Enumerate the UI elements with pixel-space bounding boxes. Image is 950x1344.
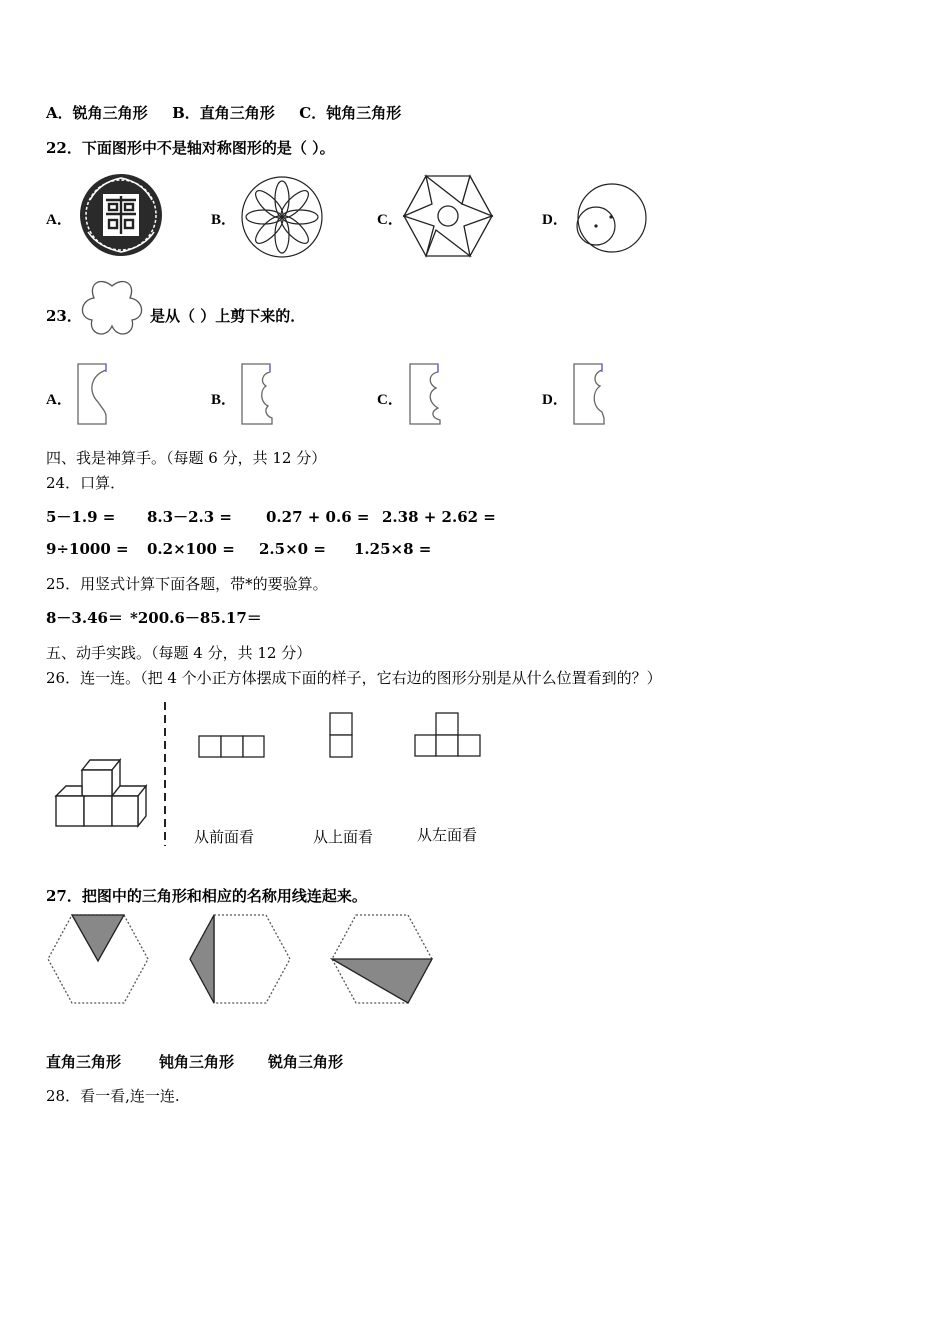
q27-name-obtuse: 钝角三角形 bbox=[159, 1053, 235, 1071]
folded-paper-b-icon bbox=[240, 362, 276, 426]
q24-row2-item2: 0.2×100 = bbox=[147, 540, 235, 558]
q23-number: 23． bbox=[46, 307, 82, 325]
section4-title: 四、我是神算手。（每题 6 分，共 12 分） bbox=[46, 449, 327, 467]
folded-paper-a-icon bbox=[76, 362, 108, 426]
dashed-divider bbox=[162, 702, 168, 846]
q23-label-c: C． bbox=[377, 392, 403, 408]
q24-row1 bbox=[46, 506, 496, 527]
q22-label-c: C． bbox=[377, 212, 403, 228]
double-happiness-emblem-icon bbox=[78, 172, 164, 258]
q25-item1: 8－3.46＝ bbox=[46, 609, 123, 627]
q24-row2-item4: 1.25×8 = bbox=[354, 540, 432, 558]
q24-row2-item1: 9÷1000 = bbox=[46, 540, 129, 558]
section5-title: 五、动手实践。（每题 4 分，共 12 分） bbox=[46, 644, 312, 662]
q26-stem: 26．连一连。（把 4 个小正方体摆成下面的样子，它右边的图形分别是从什么位置看到的？） bbox=[46, 669, 662, 687]
clover-cutout-icon bbox=[80, 278, 144, 340]
left-view-diagram bbox=[414, 712, 482, 758]
hexagon-acute-triangle bbox=[46, 913, 150, 1005]
folded-paper-d-icon bbox=[572, 362, 608, 426]
q23-label-b: B． bbox=[211, 392, 237, 408]
q27-names bbox=[46, 1051, 343, 1072]
view-label-left: 从左面看 bbox=[417, 828, 478, 844]
folded-paper-c-icon bbox=[408, 362, 444, 426]
front-view-diagram bbox=[198, 735, 266, 759]
q23-label-a: A． bbox=[46, 392, 72, 408]
q27-name-acute: 锐角三角形 bbox=[268, 1053, 344, 1071]
cube-stack-icon bbox=[52, 756, 148, 828]
q25-item2: *200.6－85.17＝ bbox=[130, 609, 262, 627]
flower-rosette-icon bbox=[240, 175, 324, 259]
q23-text: 是从（ ）上剪下来的． bbox=[150, 307, 306, 325]
q22-label-b: B． bbox=[211, 212, 237, 228]
q24-row1-item2: 8.3－2.3 = bbox=[147, 508, 232, 526]
q27-name-right: 直角三角形 bbox=[46, 1053, 122, 1071]
top-view-diagram bbox=[329, 712, 353, 760]
q24-row1-item4: 2.38 + 2.62 = bbox=[382, 508, 496, 526]
q22-stem: 22．下面图形中不是轴对称图形的是（ ）。 bbox=[46, 139, 335, 157]
q24-row1-item1: 5－1.9 = bbox=[46, 508, 116, 526]
q21-option-a: A．锐角三角形 bbox=[46, 104, 148, 122]
q24-row2 bbox=[46, 540, 431, 558]
q24-row1-item3: 0.27 + 0.6 = bbox=[266, 508, 370, 526]
view-label-front: 从前面看 bbox=[194, 830, 255, 846]
q22-label-a: A． bbox=[46, 212, 72, 228]
q24-row2-item3: 2.5×0 = bbox=[259, 540, 326, 558]
view-label-top: 从上面看 bbox=[313, 830, 374, 846]
q25-items bbox=[46, 607, 262, 628]
pinwheel-hexagon-icon bbox=[402, 174, 494, 258]
q22-label-d: D． bbox=[542, 212, 568, 228]
q21-option-c: C．钝角三角形 bbox=[299, 104, 402, 122]
q21-options bbox=[46, 102, 401, 123]
nested-circles-icon bbox=[574, 182, 648, 254]
hexagon-obtuse-triangle bbox=[330, 913, 434, 1005]
q28-stem: 28．看一看,连一连. bbox=[46, 1087, 180, 1105]
q24-stem: 24．口算． bbox=[46, 474, 126, 492]
q27-stem: 27．把图中的三角形和相应的名称用线连起来。 bbox=[46, 887, 367, 905]
q25-stem: 25．用竖式计算下面各题，带*的要验算。 bbox=[46, 575, 328, 593]
hexagon-right-triangle bbox=[188, 913, 292, 1005]
q23-label-d: D． bbox=[542, 392, 568, 408]
q21-option-b: B．直角三角形 bbox=[172, 104, 275, 122]
